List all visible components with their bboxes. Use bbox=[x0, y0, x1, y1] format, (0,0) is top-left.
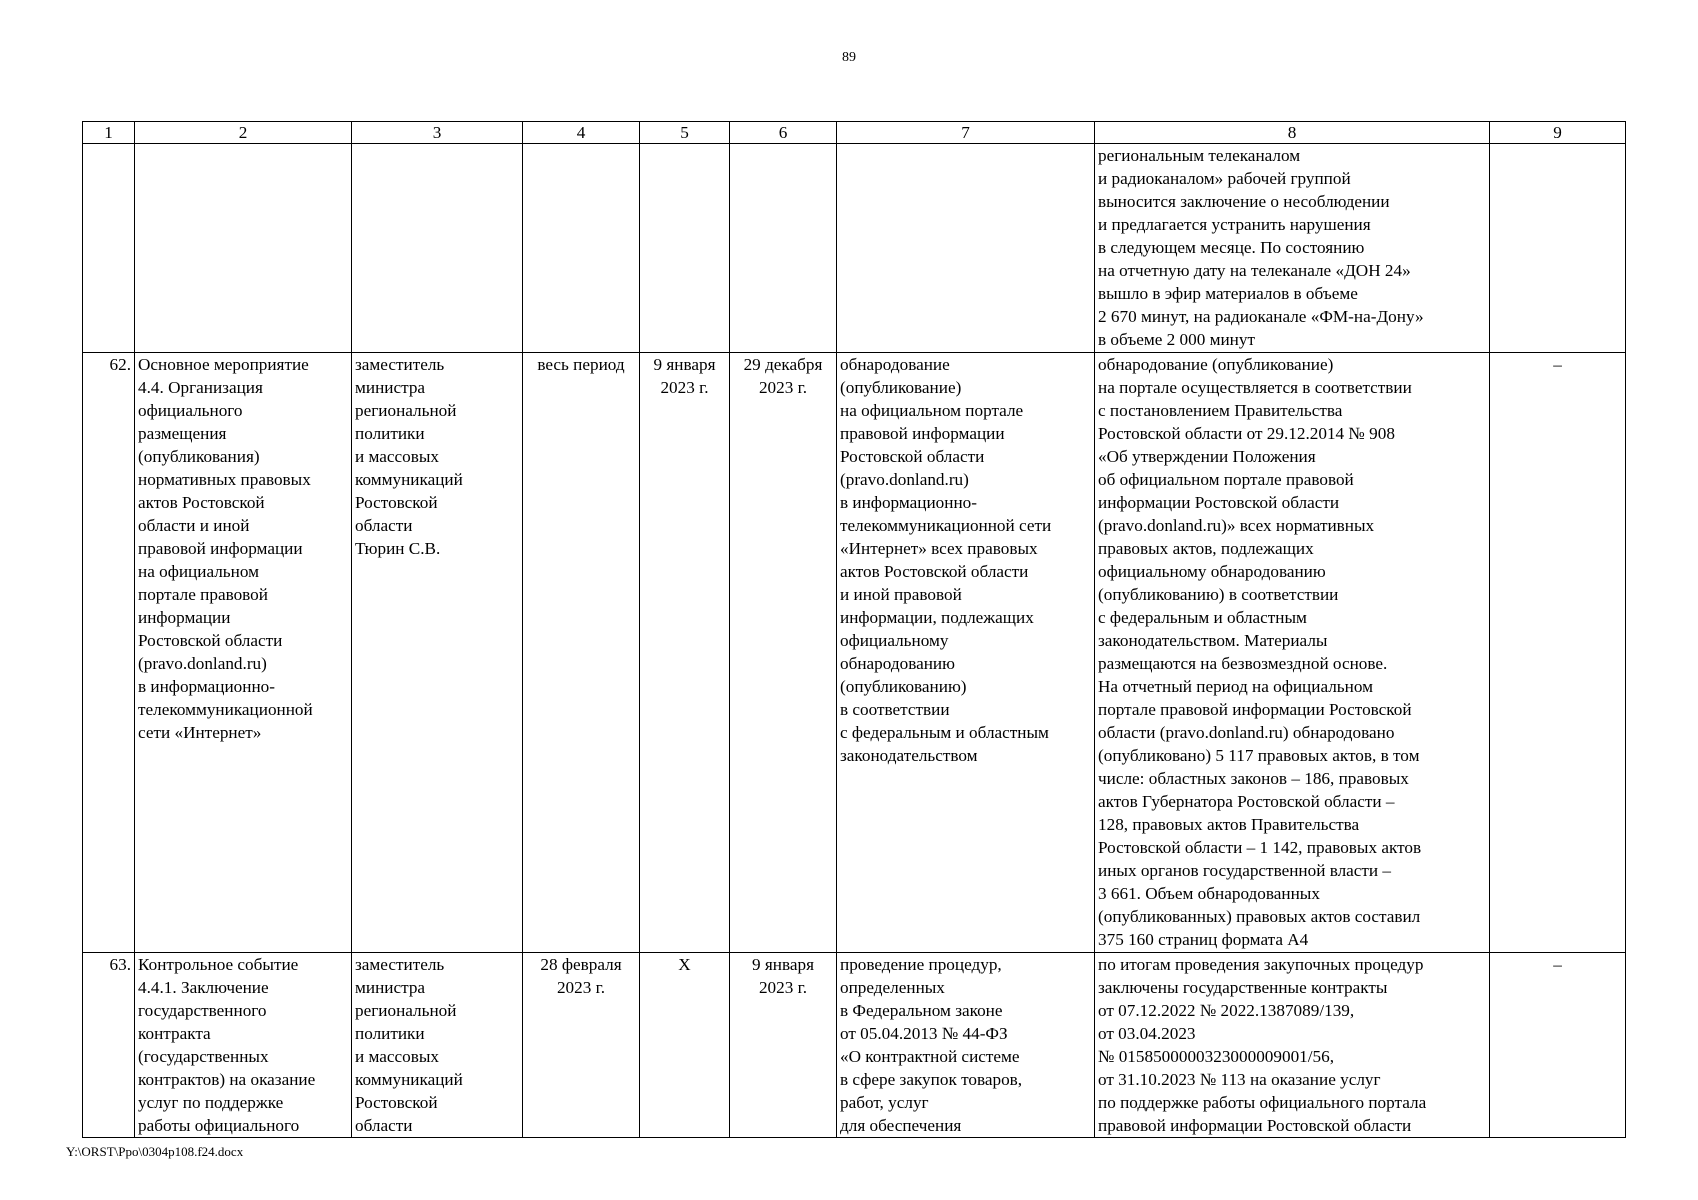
period-cell: весь период bbox=[523, 353, 640, 953]
notes-cell: – bbox=[1490, 953, 1626, 1138]
header-row bbox=[83, 122, 1626, 144]
start-date-cell bbox=[640, 144, 730, 353]
table-row-62 bbox=[83, 353, 1626, 953]
header-cell: 8 bbox=[1095, 122, 1490, 144]
start-date-cell: X bbox=[640, 953, 730, 1138]
responsible-cell bbox=[352, 144, 523, 353]
notes-cell: – bbox=[1490, 353, 1626, 953]
header-cell: 2 bbox=[135, 122, 352, 144]
event-name-cell: Основное мероприятие 4.4. Организация официального размещения (опубликования) нормативных правовых актов Ростовской области и иной правовой информации на официальном портале правовой информации Ростовской области (pravo.donland.ru) в информационно- телекоммуникационной сети «Интернет» bbox=[135, 353, 352, 953]
end-date-cell: 9 января 2023 г. bbox=[730, 953, 837, 1138]
expected-result-cell: проведение процедур, определенных в Федеральном законе от 05.04.2013 № 44-ФЗ «О контрактной системе в сфере закупок товаров, работ, услуг для обеспечения bbox=[837, 953, 1095, 1138]
period-cell bbox=[523, 144, 640, 353]
responsible-cell: заместитель министра региональной политики и массовых коммуникаций Ростовской области bbox=[352, 953, 523, 1138]
expected-result-cell bbox=[837, 144, 1095, 353]
page-number: 89 bbox=[842, 50, 856, 65]
actual-result-cell: по итогам проведения закупочных процедур заключены государственные контракты от 07.12.2022 № 2022.1387089/139, от 03.04.2023 № 0158500000323000009001/56, от 31.10.2023 № 113 на оказание услуг по поддержке работы официального портала правовой информации Ростовской области bbox=[1095, 953, 1490, 1138]
expected-result-cell: обнародование (опубликование) на официальном портале правовой информации Ростовской области (pravo.donland.ru) в информационно- телекоммуникационной сети «Интернет» всех правовых актов Ростовской области и иной правовой информации, подлежащих официальному обнародованию (опубликованию) в соответствии с федеральным и областным законодательством bbox=[837, 353, 1095, 953]
row-number: 63. bbox=[83, 953, 135, 1138]
row-number bbox=[83, 144, 135, 353]
table-row-63 bbox=[83, 953, 1626, 1138]
period-cell: 28 февраля 2023 г. bbox=[523, 953, 640, 1138]
notes-cell bbox=[1490, 144, 1626, 353]
responsible-cell: заместитель министра региональной политики и массовых коммуникаций Ростовской области Тюрин С.В. bbox=[352, 353, 523, 953]
event-name-cell bbox=[135, 144, 352, 353]
event-name-cell: Контрольное событие 4.4.1. Заключение государственного контракта (государственных контрактов) на оказание услуг по поддержке работы официального bbox=[135, 953, 352, 1138]
end-date-cell bbox=[730, 144, 837, 353]
header-cell: 3 bbox=[352, 122, 523, 144]
header-cell: 9 bbox=[1490, 122, 1626, 144]
footer-file-path: Y:\ORST\Ppo\0304p108.f24.docx bbox=[66, 1144, 244, 1159]
actual-result-cell: региональным телеканалом и радиоканалом» рабочей группой выносится заключение о несоблюдении и предлагается устранить нарушения в следующем месяце. По состоянию на отчетную дату на телеканале «ДОН 24» вышло в эфир материалов в объеме 2 670 минут, на радиоканале «ФМ-на-Дону» в объеме 2 000 минут bbox=[1095, 144, 1490, 353]
table-row-continuation bbox=[83, 144, 1626, 353]
start-date-cell: 9 января 2023 г. bbox=[640, 353, 730, 953]
header-cell: 7 bbox=[837, 122, 1095, 144]
header-cell: 4 bbox=[523, 122, 640, 144]
end-date-cell: 29 декабря 2023 г. bbox=[730, 353, 837, 953]
row-number: 62. bbox=[83, 353, 135, 953]
report-table bbox=[82, 121, 1626, 1138]
header-cell: 1 bbox=[83, 122, 135, 144]
actual-result-cell: обнародование (опубликование) на портале осуществляется в соответствии с постановлением Правительства Ростовской области от 29.12.2014 № 908 «Об утверждении Положения об официальном портале правовой информации Ростовской области (pravo.donland.ru)» всех нормативных правовых актов, подлежащих официальному обнародованию (опубликованию) в соответствии с федеральным и областным законодательством. Материалы размещаются на безвозмездной основе. На отчетный период на официальном портале правовой информации Ростовской области (pravo.donland.ru) обнародовано (опубликовано) 5 117 правовых актов, в том числе: областных законов – 186, правовых актов Губернатора Ростовской области – 128, правовых актов Правительства Ростовской области – 1 142, правовых актов иных органов государственной власти – 3 661. Объем обнародованных (опубликованных) правовых актов составил 375 160 страниц формата А4 bbox=[1095, 353, 1490, 953]
header-cell: 5 bbox=[640, 122, 730, 144]
header-cell: 6 bbox=[730, 122, 837, 144]
